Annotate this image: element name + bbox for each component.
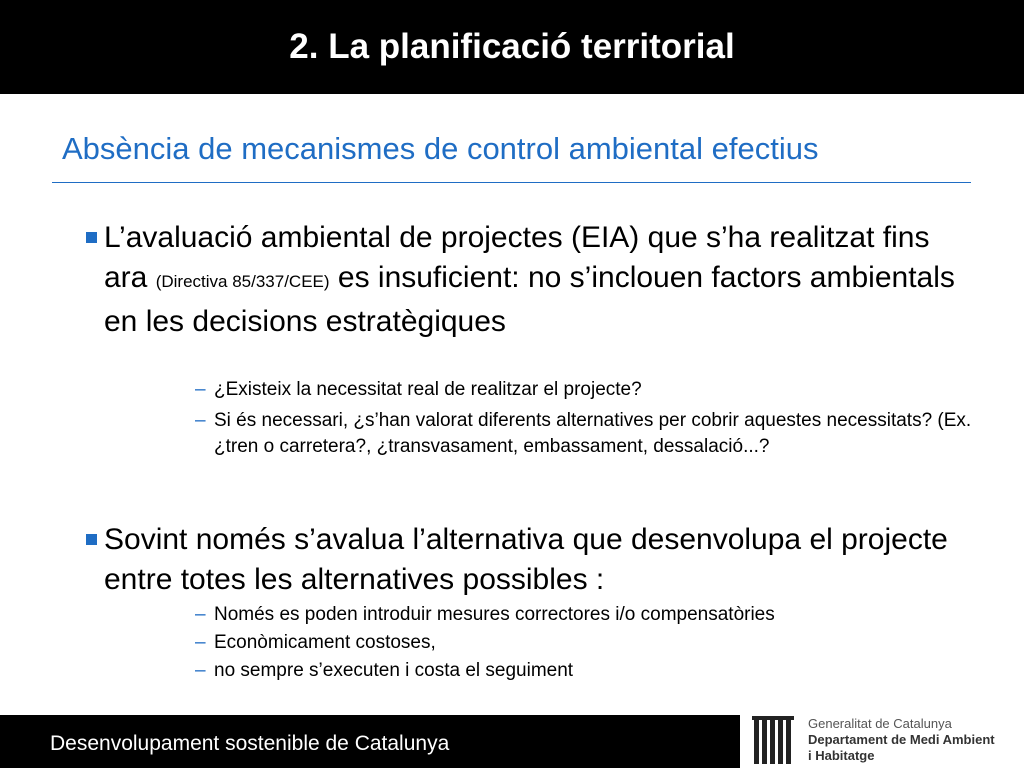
subitem-1-2	[195, 408, 975, 460]
dash-icon: –	[195, 604, 206, 625]
logo-line-2: Departament de Medi Ambient	[808, 732, 995, 747]
logo-line-3: i Habitatge	[808, 748, 875, 763]
subitem-text: no sempre s’executen i costa el seguiment	[214, 660, 574, 681]
subitem-2-2	[195, 630, 975, 656]
dash-icon: –	[195, 410, 206, 431]
subitem-text: Econòmicament costoses,	[214, 632, 436, 653]
bullet-item-1	[86, 218, 976, 342]
logo-text	[808, 716, 995, 764]
subtitle-divider	[52, 182, 971, 183]
generalitat-emblem-icon	[752, 716, 798, 768]
bullet-text-1	[104, 218, 976, 342]
subitem-text: ¿Existeix la necessitat real de realitzar el projecte?	[214, 379, 642, 400]
bullet-text-2: Sovint només s’avalua l’alternativa que desenvolupa el projecte entre totes les alternatives possibles :	[104, 523, 948, 596]
square-bullet-icon	[86, 232, 97, 243]
subitem-text: Si és necessari, ¿s’han valorat diferents alternatives per cobrir aquestes necessitats? (Ex. ¿tren o carretera?, ¿transvasament, embassament, dessalació...?	[214, 410, 972, 457]
subitem-2-1	[195, 602, 975, 628]
square-bullet-icon	[86, 534, 97, 545]
subitem-text: Només es poden introduir mesures correctores i/o compensatòries	[214, 604, 775, 625]
slide-title: 2. La planificació territorial	[289, 27, 735, 66]
bullet-1-text-before: L’avaluació ambiental de projectes (EIA) que s’ha realitzat fins ara	[104, 221, 930, 294]
slide-subtitle: Absència de mecanismes de control ambiental efectius	[62, 131, 819, 166]
dash-icon: –	[195, 632, 206, 653]
footer-text: Desenvolupament sostenible de Catalunya	[50, 732, 450, 755]
bullet-item-2	[86, 520, 976, 600]
directive-note: (Directiva 85/337/CEE)	[155, 272, 330, 291]
dash-icon: –	[195, 379, 206, 400]
logo-line-1: Generalitat de Catalunya	[808, 716, 952, 731]
subitem-2-3	[195, 658, 975, 684]
subitem-1-1	[195, 377, 975, 403]
bullet-1-text-after: es insuficient: no s’inclouen factors ambientals en les decisions estratègiques	[104, 261, 955, 338]
dash-icon: –	[195, 660, 206, 681]
